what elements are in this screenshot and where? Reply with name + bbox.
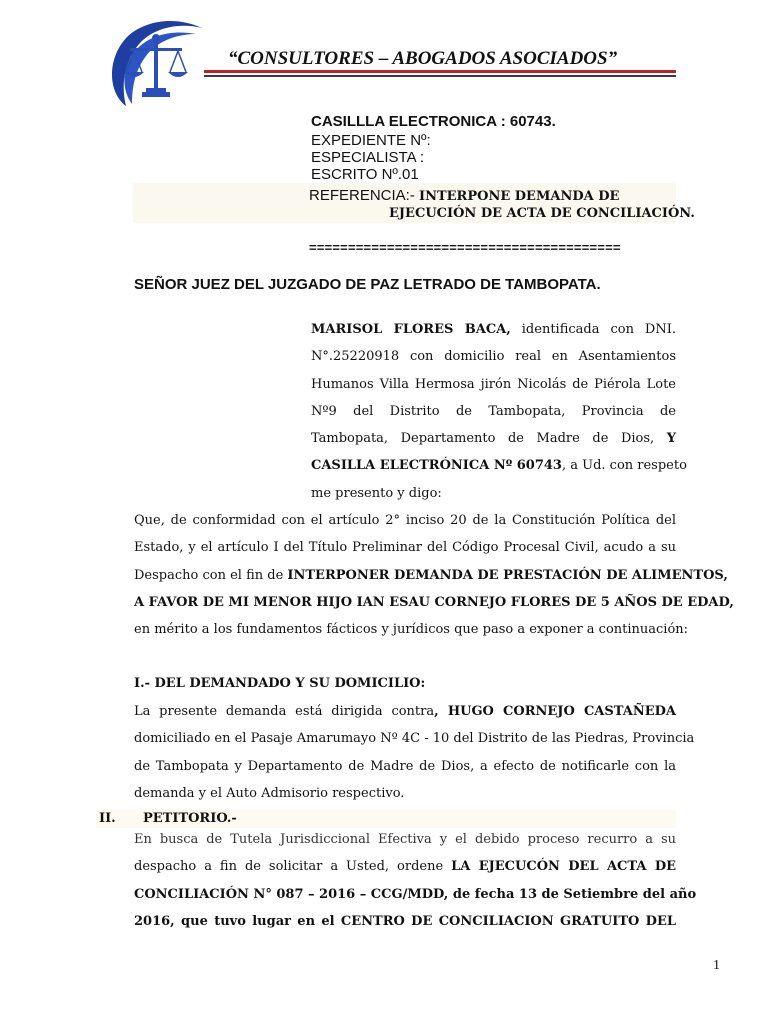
sec1-line-4: demanda y el Auto Admisorio respectivo. — [134, 785, 405, 801]
intro-paragraph — [311, 316, 687, 507]
que-line-4-bold: A FAVOR DE MI MENOR HIJO IAN ESAU CORNEJO FLORES DE 5 AÑOS DE EDAD, — [134, 594, 734, 610]
addressee: SEÑOR JUEZ DEL JUZGADO DE PAZ LETRADO DE TAMBOPATA. — [134, 276, 601, 293]
que-line-2: Estado, y el artículo I del Título Preliminar del Código Procesal Civil, acudo a su — [134, 540, 676, 556]
sec2-line-2-a: despacho a fin de solicitar a Usted, ordene — [134, 859, 452, 875]
intro-line-5 — [311, 425, 676, 452]
sec1-line-2: domiciliado en el Pasaje Amarumayo Nº 4C - 10 del Distrito de las Piedras, Provincia — [134, 731, 695, 747]
especialista: ESPECIALISTA : — [311, 149, 425, 166]
intro-line-1 — [311, 316, 676, 343]
sec2-line-3-bold: CONCILIACIÓN N° 087 – 2016 – CCG/MDD, de fecha 13 de Setiembre del año — [134, 886, 697, 902]
referencia-text-2: EJECUCIÓN DE ACTA DE CONCILIACIÓN. — [389, 206, 695, 221]
intro-line-3: Humanos Villa Hermosa jirón Nicolás de Piérola Lote — [311, 376, 676, 392]
que-line-1: Que, de conformidad con el artículo 2° inciso 20 de la Constitución Política del — [134, 513, 676, 528]
scales-of-justice-icon — [106, 18, 204, 110]
section-1-title: I.- DEL DEMANDADO Y SU DOMICILIO: — [134, 676, 426, 691]
casilla-electronica: CASILLLA ELECTRONICA : 60743. — [311, 113, 556, 130]
intro-line-6-b: , a Ud. con respeto — [561, 458, 687, 474]
que-line-4 — [134, 589, 734, 616]
section-2-number: II. — [99, 811, 116, 826]
page-number: 1 — [713, 958, 720, 973]
casilla-electronica-inline: CASILLA ELECTRÓNICA Nº 60743 — [311, 458, 562, 474]
separator-line: ======================================== — [309, 240, 621, 255]
sec2-line-1: En busca de Tutela Jurisdiccional Efectiva y el debido proceso recurro a su — [134, 832, 676, 847]
que-line-3-a: Despacho con el fin de — [134, 567, 288, 583]
header-rule-dark — [204, 75, 676, 77]
section-2-paragraph — [134, 826, 697, 935]
que-line-5: en mérito a los fundamentos fácticos y jurídicos que paso a exponer a continuación: — [134, 622, 689, 638]
firm-name: “CONSULTORES – ABOGADOS ASOCIADOS” — [228, 48, 618, 69]
intro-line-6 — [311, 452, 687, 479]
referencia-text-1: INTERPONE DEMANDA DE — [419, 189, 620, 204]
plaintiff-name: MARISOL FLORES BACA, — [311, 322, 511, 337]
defendant-name: , HUGO CORNEJO CASTAÑEDA — [434, 704, 676, 719]
intro-line-5-b: Y — [666, 431, 676, 447]
section-2-title: PETITORIO.- — [143, 811, 237, 826]
que-paragraph — [134, 507, 734, 643]
escrito: ESCRITO Nº.01 — [311, 166, 419, 183]
sec1-line-3: de Tambopata y Departamento de Madre de Dios, a efecto de notificarle con la — [134, 758, 676, 774]
referencia-label: REFERENCIA:- — [309, 187, 420, 204]
sec1-line-1 — [134, 698, 676, 725]
sec2-line-4 — [134, 908, 676, 935]
sec2-line-2 — [134, 853, 676, 880]
sec2-line-3 — [134, 881, 697, 908]
sec2-line-2-b: LA EJECUCÓN DEL ACTA DE — [451, 859, 676, 875]
intro-line-2: N°.25220918 con domicilio real en Asentamientos — [311, 349, 676, 365]
sec2-line-4-bold: 2016, que tuvo lugar en el CENTRO DE CONCILIACION GRATUITO DEL — [134, 913, 676, 929]
referencia-line-1 — [309, 185, 619, 204]
expediente: EXPEDIENTE Nº: — [311, 132, 431, 149]
sec1-line-1-a: La presente demanda está dirigida contra — [134, 704, 435, 719]
intro-line-1-rest: identificada con DNI. — [510, 322, 676, 337]
que-line-3-b: INTERPONER DEMANDA DE PRESTACIÓN DE ALIMENTOS, — [287, 567, 728, 583]
header-rule-red — [204, 70, 676, 73]
intro-line-4: Nº9 del Distrito de Tambopata, Provincia de — [311, 403, 676, 419]
intro-line-7: me presento y digo: — [311, 485, 442, 501]
section-1-paragraph — [134, 698, 695, 807]
que-line-3 — [134, 562, 728, 589]
intro-line-5-a: Tambopata, Departamento de Madre de Dios, — [311, 431, 667, 447]
